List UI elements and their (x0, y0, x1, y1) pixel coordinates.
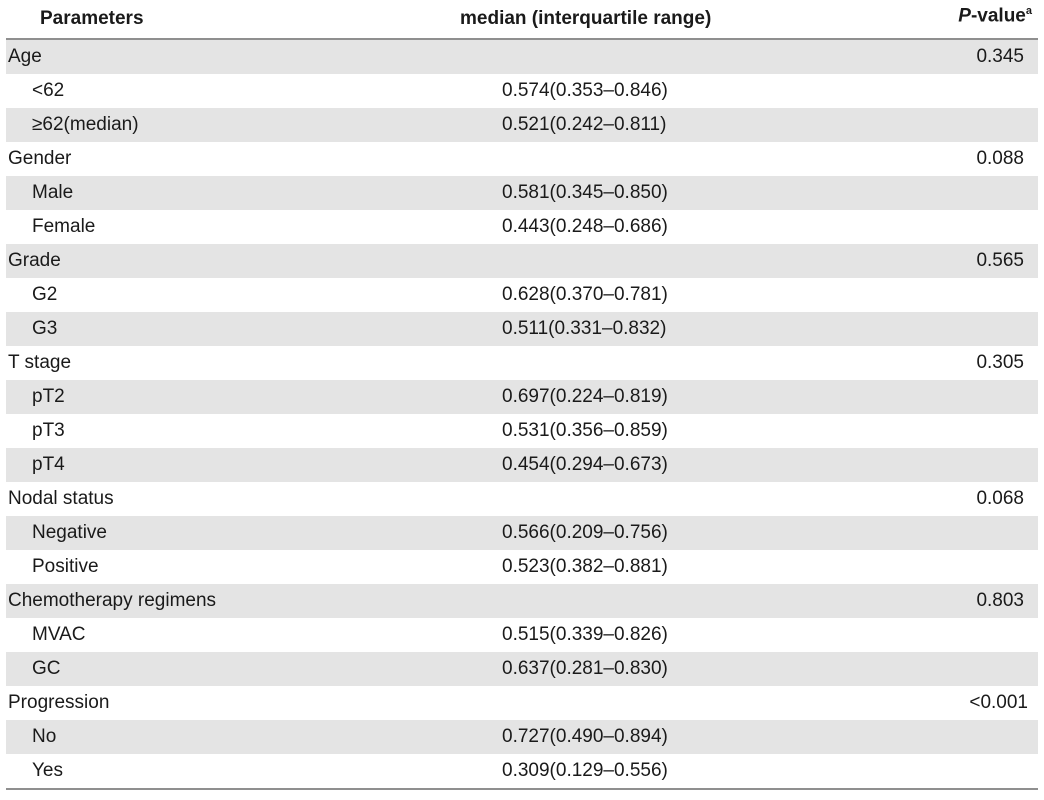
row-label: No (32, 726, 57, 747)
table-row (6, 108, 1038, 142)
table-row (6, 448, 1038, 482)
row-label: MVAC (32, 624, 86, 645)
row-median: 0.727(0.490–0.894) (502, 726, 668, 747)
row-label: Grade (8, 250, 61, 271)
row-median: 0.511(0.331–0.832) (502, 318, 667, 339)
row-median: 0.581(0.345–0.850) (502, 182, 668, 203)
row-pvalue: 0.803 (976, 590, 1024, 611)
header-pvalue-rest: -value (970, 5, 1026, 27)
header-parameters: Parameters (40, 8, 144, 29)
table-row (6, 278, 1038, 312)
row-label: Chemotherapy regimens (8, 590, 217, 611)
row-label: Positive (32, 556, 99, 577)
row-median: 0.637(0.281–0.830) (502, 658, 668, 679)
row-label: pT3 (32, 420, 65, 441)
results-table (6, 0, 1038, 790)
row-label: Female (32, 216, 96, 237)
table-row (6, 380, 1038, 414)
row-label: pT2 (32, 386, 65, 407)
table-row (6, 312, 1038, 346)
table-body (6, 40, 1038, 788)
table-row (6, 618, 1038, 652)
row-label: Age (8, 46, 42, 67)
header-pvalue-p: P (958, 5, 971, 27)
row-label: ≥62(median) (32, 114, 139, 135)
row-pvalue: 0.305 (976, 352, 1024, 373)
table-row-group (6, 142, 1038, 176)
table-row-group (6, 482, 1038, 516)
header-median: median (interquartile range) (460, 8, 712, 29)
table-row (6, 720, 1038, 754)
table-row (6, 652, 1038, 686)
row-pvalue: <0.001 (969, 692, 1028, 713)
row-pvalue: 0.565 (976, 250, 1024, 271)
table-row (6, 754, 1038, 788)
row-pvalue: 0.345 (976, 46, 1024, 67)
row-pvalue: 0.088 (976, 148, 1024, 169)
row-label: Negative (32, 522, 107, 543)
row-median: 0.531(0.356–0.859) (502, 420, 668, 441)
row-label: Gender (8, 148, 72, 169)
row-label: T stage (8, 352, 72, 373)
header-pvalue-footnote: a (1025, 5, 1032, 17)
row-median: 0.515(0.339–0.826) (502, 624, 668, 645)
row-label: Yes (32, 760, 63, 781)
table-row-group (6, 40, 1038, 74)
row-label: Nodal status (8, 488, 114, 509)
row-label: pT4 (32, 454, 65, 475)
table-row (6, 210, 1038, 244)
table-row (6, 176, 1038, 210)
table-row-group (6, 244, 1038, 278)
table-row (6, 414, 1038, 448)
row-label: G3 (32, 318, 58, 339)
table-row-group (6, 686, 1038, 720)
row-median: 0.454(0.294–0.673) (502, 454, 668, 475)
row-pvalue: 0.068 (976, 488, 1024, 509)
table-bottom-rule (6, 788, 1038, 790)
table-header (6, 0, 1038, 40)
row-label: G2 (32, 284, 58, 305)
row-label: GC (32, 658, 61, 679)
header-pvalue (958, 5, 1032, 27)
row-median: 0.523(0.382–0.881) (502, 556, 668, 577)
table-row (6, 550, 1038, 584)
row-median: 0.309(0.129–0.556) (502, 760, 668, 781)
table-row (6, 516, 1038, 550)
row-label: <62 (32, 80, 65, 101)
table-row-group (6, 584, 1038, 618)
row-median: 0.628(0.370–0.781) (502, 284, 668, 305)
row-median: 0.443(0.248–0.686) (502, 216, 668, 237)
table-row-group (6, 346, 1038, 380)
row-median: 0.566(0.209–0.756) (502, 522, 668, 543)
row-median: 0.574(0.353–0.846) (502, 80, 668, 101)
row-label: Progression (8, 692, 110, 713)
row-label: Male (32, 182, 74, 203)
row-median: 0.697(0.224–0.819) (502, 386, 668, 407)
table-row (6, 74, 1038, 108)
row-median: 0.521(0.242–0.811) (502, 114, 667, 135)
